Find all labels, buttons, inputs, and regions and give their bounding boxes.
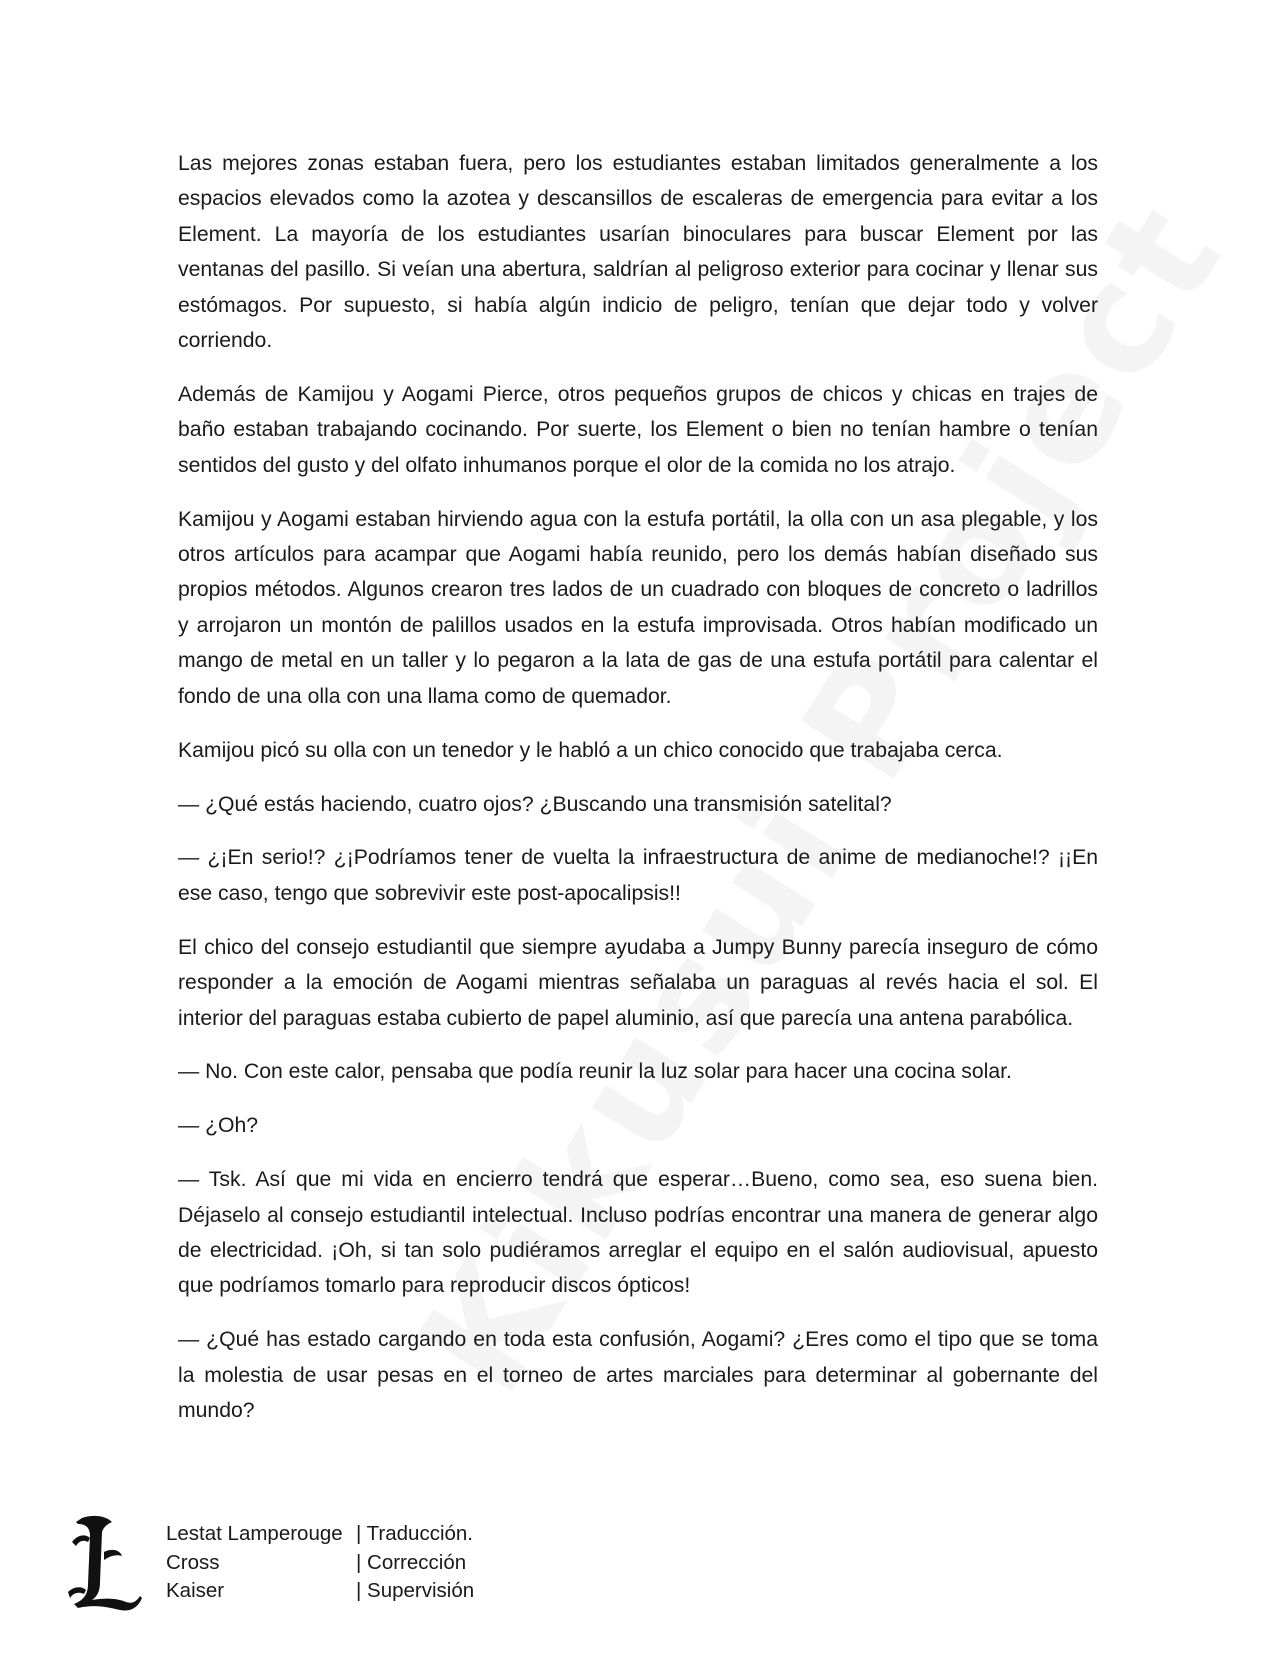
credits: [166, 1520, 474, 1606]
credit-row: [166, 1520, 474, 1549]
paragraph: — ¿Qué estás haciendo, cuatro ojos? ¿Buscando una transmisión satelital?: [178, 792, 892, 816]
paragraph: — ¿Qué has estado cargando en toda esta confusión, Aogami? ¿Eres como el tipo que se toma la molestia de usar pesas en el torneo de artes marciales para determinar al gobernante del mundo?: [178, 1328, 1098, 1423]
body-text: [178, 146, 1098, 1447]
credit-role: | Supervisión: [356, 1579, 475, 1602]
paragraph: — ¿¡En serio!? ¿¡Podríamos tener de vuelta la infraestructura de anime de medianoche!? ¡¡En ese caso, tengo que sobrevivir este post-apocalipsis!!: [178, 846, 1098, 905]
credit-name: Cross: [166, 1550, 220, 1574]
paragraph: Además de Kamijou y Aogami Pierce, otros pequeños grupos de chicos y chicas en trajes de baño estaban trabajando cocinando. Por suerte, los Element o bien no tenían hambre o tenían sentidos del gusto y del olfato inhumanos porque el olor de la comida no los atrajo.: [178, 382, 1098, 477]
paragraph: Las mejores zonas estaban fuera, pero los estudiantes estaban limitados generalmente a los espacios elevados como la azotea y descansillos de escaleras de emergencia para evitar a los Element. La mayoría de los estudiantes usarían binoculares para buscar Element por las ventanas del pasillo. Si veían una abertura, saldrían al peligroso exterior para cocinar y llenar sus estómagos. Por supuesto, si había algún indicio de peligro, tenían que dejar todo y volver corriendo.: [178, 152, 1098, 353]
paragraph: — Tsk. Así que mi vida en encierro tendrá que esperar…Bueno, como sea, eso suena bien. Déjaselo al consejo estudiantil intelectual. Incluso podrías encontrar una manera de generar algo de electricidad. ¡Oh, si tan solo pudiéramos arreglar el equipo en el salón audiovisual, apuesto que podríamos tomarlo para reproducir discos ópticos!: [178, 1168, 1098, 1298]
credit-row: [166, 1549, 474, 1578]
credit-row: [166, 1577, 474, 1606]
credit-name: Lestat Lamperouge: [166, 1522, 343, 1545]
paragraph: — ¿Oh?: [178, 1114, 259, 1138]
gothic-letter-l-icon: [64, 1512, 144, 1612]
footer: [64, 1512, 624, 1622]
credit-name: Kaiser: [166, 1579, 225, 1602]
paragraph: Kamijou picó su olla con un tenedor y le habló a un chico conocido que trabajaba cerca.: [178, 738, 1003, 762]
paragraph: El chico del consejo estudiantil que siempre ayudaba a Jumpy Bunny parecía inseguro de cómo responder a la emoción de Aogami mientras señalaba un paraguas al revés hacia el sol. El interior del paraguas estaba cubierto de papel aluminio, así que parecía una antena parabólica.: [178, 935, 1098, 1030]
paragraph: — No. Con este calor, pensaba que podía reunir la luz solar para hacer una cocina solar.: [178, 1060, 1012, 1084]
paragraph: Kamijou y Aogami estaban hirviendo agua con la estufa portátil, la olla con un asa plegable, y los otros artículos para acampar que Aogami había reunido, pero los demás habían diseñado sus propios métodos. Algunos crearon tres lados de un cuadrado con bloques de concreto o ladrillos y arrojaron un montón de palillos usados en la estufa improvisada. Otros habían modificado un mango de metal en un taller y lo pegaron a la lata de gas de una estufa portátil para calentar el fondo de una olla con una llama como de quemador.: [178, 507, 1098, 708]
credit-role: | Corrección: [356, 1550, 467, 1574]
credit-role: | Traducción.: [356, 1522, 473, 1545]
